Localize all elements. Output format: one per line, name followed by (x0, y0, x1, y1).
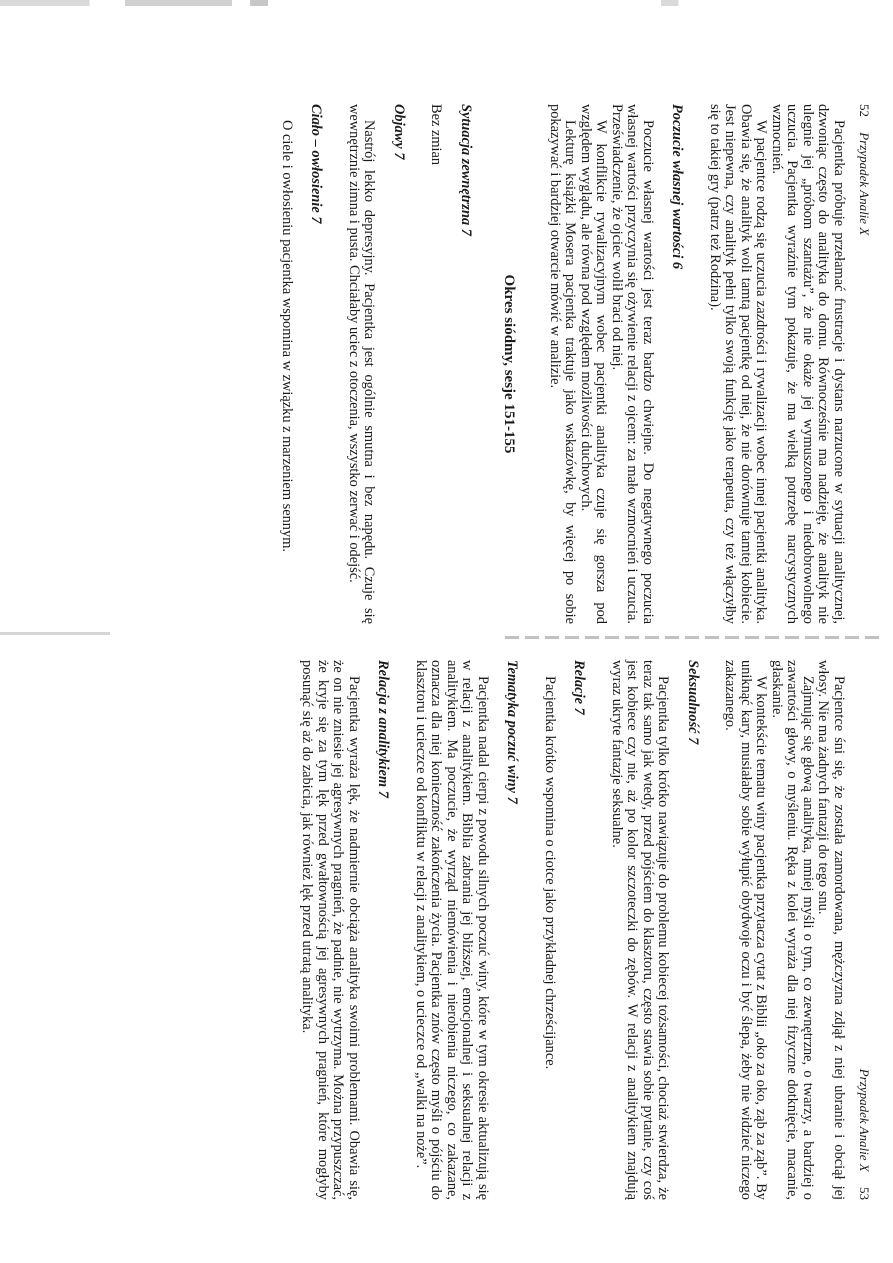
left-page-number: 52 (857, 104, 872, 117)
period-heading: Okres siódmy, sesje 151-155 (501, 274, 518, 454)
right-intro-paragraph-3: W kontekście tematu winy pacjentka przytacza cytat z Biblii „oko za oko, ząb za ząb”. By uniknąć kary, musiałaby sobie wyłupić obydwoje oczu i być ślepa, żeby nie widzieć niczego zakazanego. (722, 660, 770, 1200)
right-running-head (846, 660, 872, 1200)
left-section1-paragraph-3: Lekturę książki Mosera pacjentka traktuje jako wskazówkę, by więcej po sobie pokazywać i bardziej otwarcie mówić w analizie. (547, 104, 579, 624)
right-section3-heading: Tematyka poczuć winy 7 (504, 660, 521, 804)
right-section1-text: Pacjentka tylko krótko nawiązuje do problemu kobiecej tożsamości, chociaż stwierdza, że teraz tak samo jak wtedy, przed pójściem do klasztoru, często stawia sobie pytanie, czy coś jest kobiece czy nie, aż po kolor szczoteczki do zębów. W relacji z analitykiem znajdują wyraz ukryte fantazje seksualne. (609, 660, 672, 1200)
scan-artifact-edge (0, 632, 110, 635)
left-page (279, 104, 873, 624)
right-section3-text: Pacjentka nadal cierpi z powodu silnych poczuć winy, które w tym okresie aktualizują się w relacji z analitykiem. Biblia zabrania jej bliższej, emocjonalnej i seksualnej relacji z analitykiem. Ma poczucie, że wyrząd niemówienia i nierobienia niczego, co zakazane, oznacza dla niej konieczność zakończenia życia. Pacjentka znów często myśli o pójściu do klasztoru i ucieczce od konfliktu w relacji z analitykiem, o ucieczce od „walki na noże”. (413, 660, 491, 1200)
left-section3-heading: Objawy 7 (391, 104, 407, 160)
left-section2-text: Bez zmian (428, 104, 445, 166)
left-section2-heading: Sytuacja zewnętrzna 7 (458, 104, 474, 236)
right-intro-paragraph-2: Zajmując się głową analityka, nmiej myśli o tym, co zewnętrzne, o twarzy, a bardziej o zawartości głowy, o myśleniu. Ręka z kolei wyraża dla niej fizyczne dotknięcie, macanie, głaskanie. (769, 660, 816, 1200)
left-section4-heading: Ciało – owłosienie 7 (308, 104, 325, 224)
right-page (299, 660, 872, 1200)
right-intro-paragraph-1: Pacjentce śni się, że została zamordowana, mężczyzna zdjął z niej ubranie i obciął jej włosy. Nie ma żadnych fantazji do tego snu. (815, 660, 847, 1200)
left-running-head (846, 104, 872, 624)
scan-artifact-fold (505, 636, 885, 639)
left-running-title: Przypadek Analie X (857, 132, 872, 236)
right-page-number: 53 (857, 1187, 872, 1200)
right-section2-heading: Relacje 7 (571, 660, 588, 715)
right-running-title: Przypadek Analie X (857, 1068, 872, 1172)
left-section1-paragraph-1: Poczucie własnej wartości jest teraz bardzo chwiejne. Do negatywnego poczucia własnej wartości przyczynia się ożywienie relacji z ojcem: za mało wzmocnień i uczucia. Przeświadczenie, że ojciec wolił braci od niej. (609, 104, 656, 624)
scan-artifact-top (0, 0, 893, 6)
left-section1-heading: Poczucie własnej wartości 6 (669, 104, 686, 270)
right-section1-heading: Seksualność 7 (685, 660, 701, 745)
right-section4-heading: Relacja z analitykiem 7 (375, 660, 392, 798)
left-intro-paragraph-1: Pacjentka próbuje przełamać frustracje i dystans narzucone w sytuacji analitycznej, dzwoniąc często do analityka do domu. Równocześnie ma nadzieję, że analityk nie ulegnie jej „próbom szantażu”, że nie okaże jej wymuszonego i niedobrowolnego uczucia. Pacjentka wyraźnie tym pokazuje, że ma wielką potrzebę narcystycznych wzmocnień. (769, 104, 847, 624)
left-section4-text: O ciele i owłosieniu pacjentka wspomina w związku z marzeniem sennym. (279, 120, 295, 552)
left-section3-text: Nastrój lekko depresyjny. Pacjentka jest ogólnie smutna i bez napędu. Czuje się wewnętrznie zimna i pusta. Chciałaby uciec z otoczenia, wszystko zerwać i odejść. (346, 104, 378, 624)
left-section1-paragraph-2: W konflikcie rywalizacyjnym wobec pacjentki analityka czuje się gorsza pod względem wyglądu, ale równa pod względem możliwości duchowych. (578, 104, 610, 624)
right-section2-text: Pacjentka krótko wspomina o ciotce jako przykładnej chrześcijance. (542, 676, 558, 1070)
left-intro-paragraph-2: W pacjentce rodzą się uczucia zazdrości i rywalizacji wobec innej pacjentki analityka. Obawia się, że analityk woli tamtą pacjentkę od niej, że nie dorównuje tamtej kobiecie. Jest niepewna, czy analityk pełni tylko swoją funkcję jako terapeuta, czy też włączyłby się to takiej gry (patrz też Rodzina). (707, 104, 770, 624)
right-section4-text: Pacjentka wyraża lęk, że nadmiernie obciąża analityka swoimi problemami. Obawia się, że on nie zniesie jej agresywnych pragnień, że padnie, nie wytrzyma. Można przypuszczać, że kryje się za tym lęk przed gwałtownością jej agresywnych pragnień, które mogłyby posunąć się aż do zabicia, jak również lęk przed utratą analityka. (299, 660, 362, 1200)
